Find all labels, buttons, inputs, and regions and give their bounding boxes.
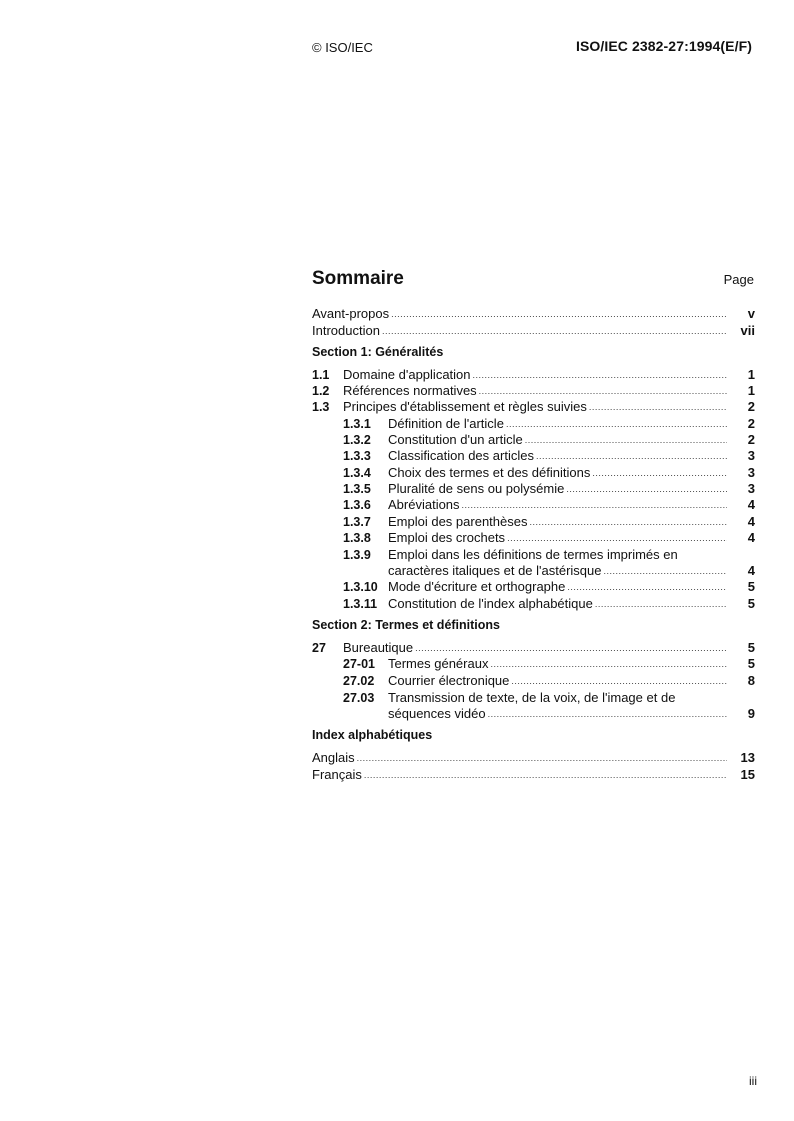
leader-dots: [490, 660, 727, 669]
toc-entry-page: 2: [747, 432, 755, 448]
leader-dots: [391, 310, 727, 319]
toc-entry-label: Courrier électronique: [388, 672, 510, 688]
header-standard-id: ISO/IEC 2382-27:1994(E/F): [575, 38, 752, 54]
toc-entry-page: 1: [747, 366, 755, 382]
toc-entry-label: Constitution d'un article: [388, 432, 523, 448]
toc-entry-page: 4: [747, 563, 755, 579]
toc-entry-page: 3: [747, 464, 755, 480]
toc-entry-page: 5: [747, 595, 755, 611]
toc-entry-label: Transmission de texte, de la voix, de l'image et de: [388, 689, 676, 705]
toc-entry-number: 27.03: [343, 690, 375, 705]
toc-entry-number: 1.3.10: [343, 580, 378, 595]
toc-entry-number: 1.3.3: [343, 449, 371, 464]
toc-entry-page: 5: [747, 640, 755, 656]
toc-entry-page: 5: [747, 579, 755, 595]
section-heading-index: Index alphabétiques: [312, 727, 433, 742]
toc-entry-label: Emploi des crochets: [388, 529, 506, 545]
header-copyright: © ISO/IEC: [312, 40, 373, 55]
leader-dots: [511, 677, 727, 686]
leader-dots: [589, 403, 727, 412]
toc-entry-1-3-6[interactable]: [312, 497, 755, 513]
toc-entry-number: 1.2: [312, 384, 330, 399]
toc-entry-page: 1: [747, 383, 755, 399]
toc-entry-label: Mode d'écriture et orthographe: [388, 579, 566, 595]
toc-entry-1-3-4[interactable]: [312, 464, 755, 480]
toc-entry-label: Choix des termes et des définitions: [388, 464, 591, 480]
toc-entry-label: Emploi des parenthèses: [388, 513, 528, 529]
toc-entry-1-3-3[interactable]: [312, 448, 755, 464]
toc-entry-page: 13: [740, 750, 755, 766]
toc-entry-1-3-11[interactable]: [312, 595, 755, 611]
toc-entry-page: v: [747, 306, 755, 322]
toc-entry-page: 4: [747, 513, 755, 529]
leader-dots: [415, 644, 727, 653]
toc-entry-page: vii: [740, 322, 755, 338]
toc-entry-label: Classification des articles: [388, 448, 534, 464]
toc-entry-27-03-continued[interactable]: [312, 706, 755, 722]
toc-entry-page: 3: [747, 448, 755, 464]
toc-entry-1-3[interactable]: [312, 399, 755, 415]
toc-entry-label: Introduction: [312, 322, 380, 338]
toc-entry-number: 27: [312, 641, 326, 656]
toc-entry-label: Emploi dans les définitions de termes imprimés en: [388, 546, 678, 562]
leader-dots: [566, 485, 727, 494]
toc-entry-number: 1.3.8: [343, 530, 371, 545]
leader-dots: [603, 567, 727, 576]
leader-dots: [592, 469, 727, 478]
toc-entry-label: Abréviations: [388, 497, 460, 513]
toc-entry-label: Constitution de l'index alphabétique: [388, 595, 593, 611]
toc-entry-number: 1.3.9: [343, 547, 371, 562]
toc-entry-page: 9: [747, 705, 755, 721]
toc-entry-introduction[interactable]: [312, 322, 755, 338]
toc-entry-page: 4: [747, 497, 755, 513]
toc-entry-label: Termes généraux: [388, 656, 489, 672]
leader-dots: [507, 534, 727, 543]
toc-entry-1-3-2[interactable]: [312, 432, 755, 448]
toc-entry-number: 1.3.5: [343, 481, 371, 496]
toc-entry-label: Français: [312, 766, 362, 782]
leader-dots: [479, 387, 727, 396]
footer-page-number: iii: [749, 1074, 757, 1088]
section-heading-1: Section 1: Généralités: [312, 344, 444, 359]
leader-dots: [525, 436, 727, 445]
toc-entry-1-3-9-continued[interactable]: [312, 563, 755, 579]
toc-entry-27-01[interactable]: [312, 656, 755, 672]
toc-entry-number: 1.3.7: [343, 514, 371, 529]
toc-entry-1-3-10[interactable]: [312, 579, 755, 595]
leader-dots: [364, 771, 727, 780]
toc-entry-1-3-1[interactable]: [312, 415, 755, 431]
toc-entry-avant-propos[interactable]: [312, 306, 755, 322]
toc-entry-number: 1.3.11: [343, 596, 378, 611]
toc-entry-number: 1.3.1: [343, 416, 371, 431]
toc-entry-number: 27-01: [343, 657, 375, 672]
toc-entry-number: 1.1: [312, 367, 330, 382]
leader-dots: [473, 371, 727, 380]
toc-entry-label: séquences vidéo: [388, 705, 486, 721]
toc-entry-27[interactable]: [312, 640, 755, 656]
toc-entry-label: Pluralité de sens ou polysémie: [388, 480, 565, 496]
table-of-contents: [312, 306, 755, 783]
toc-entry-anglais[interactable]: [312, 750, 755, 766]
leader-dots: [382, 327, 727, 336]
toc-entry-label: Avant-propos: [312, 306, 390, 322]
section-heading-2: Section 2: Termes et définitions: [312, 617, 501, 632]
toc-entry-1-3-7[interactable]: [312, 513, 755, 529]
toc-entry-page: 8: [747, 672, 755, 688]
toc-entry-27-02[interactable]: [312, 672, 755, 688]
toc-page-column-label: Page: [723, 272, 754, 287]
toc-entry-number: 1.3.2: [343, 433, 371, 448]
toc-entry-number: 27.02: [343, 673, 375, 688]
leader-dots: [536, 452, 727, 461]
toc-entry-francais[interactable]: [312, 766, 755, 782]
toc-entry-page: 2: [747, 399, 755, 415]
toc-entry-label: caractères italiques et de l'astérisque: [388, 563, 602, 579]
leader-dots: [462, 501, 727, 510]
leader-dots: [506, 420, 727, 429]
leader-dots: [567, 583, 727, 592]
toc-entry-page: 3: [747, 480, 755, 496]
toc-entry-label: Domaine d'application: [343, 366, 471, 382]
toc-entry-number: 1.3.4: [343, 465, 371, 480]
leader-dots: [488, 710, 727, 719]
toc-entry-label: Principes d'établissement et règles suivies: [343, 399, 587, 415]
toc-entry-page: 4: [747, 529, 755, 545]
toc-entry-27-03[interactable]: [312, 689, 755, 706]
toc-entry-label: Définition de l'article: [388, 415, 504, 431]
toc-entry-number: 1.3.6: [343, 498, 371, 513]
toc-entry-1-2[interactable]: [312, 383, 755, 399]
toc-entry-1-3-9[interactable]: [312, 546, 755, 563]
toc-entry-page: 2: [747, 415, 755, 431]
toc-entry-label: Bureautique: [343, 640, 414, 656]
toc-title: Sommaire: [312, 268, 404, 289]
leader-dots: [357, 754, 727, 763]
toc-entry-label: Références normatives: [343, 383, 477, 399]
toc-entry-page: 5: [747, 656, 755, 672]
toc-entry-label: Anglais: [312, 750, 355, 766]
leader-dots: [595, 600, 727, 609]
toc-entry-1-3-8[interactable]: [312, 530, 755, 546]
toc-entry-1-3-5[interactable]: [312, 481, 755, 497]
toc-entry-1-1[interactable]: [312, 367, 755, 383]
toc-entry-page: 15: [740, 766, 755, 782]
leader-dots: [529, 518, 727, 527]
toc-entry-number: 1.3: [312, 400, 330, 415]
